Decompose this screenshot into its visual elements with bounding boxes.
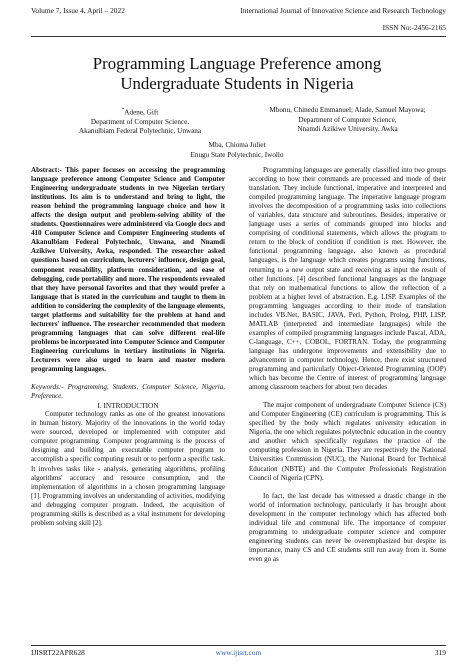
author-1-dept: Department of Computer Science, (90, 117, 190, 126)
author-3-inst: Enugu State Polytechnic, Iwollo (190, 150, 284, 159)
author-3-affiliation (137, 141, 337, 160)
journal-volume-issue: Volume 7, Issue 4, April – 2022 (31, 6, 125, 15)
author-1-inst: Akanulbiam Federal Polytechnic, Unwana (78, 127, 202, 136)
author-1-affiliation (40, 106, 240, 137)
abstract: Abstract:- This paper focuses on accessing the programming language preference among Computer Science and Computer Engineering undergraduate students in two Nigerian tertiary institutions. Its aim is to understand and bring to light, the reason behind the programming language choice and how it affects the design output and problem-solving ability of the students. Questionnaires were administered via Google docs and 410 Computer Science and Computer Engineering students of Akanulbiam Federal Polytechnic, Unwana, and Nnamdi Azikiwe University, Awka, responded. The researcher asked questions based on curriculum, lecturers' influence, design goal, component reusability, platform consideration, and ease of debugging, code portability and more. The respondents revealed that they have personal favorites and that they would prefer a language that is stated in the curriculum and taught to them in addition to considering the complexity of the language elements, target platforms and suitability for the problem at hand and lecturers' influence. The researcher recommended that modern programming languages that can solve different real-life problems be incorporated into Computer Science and Computer Engineering curriculums in tertiary institutions in Nigeria. Lecturers were also urged to learn and master modern programming languages. (31, 166, 225, 374)
section-heading-introduction: I. INTRODUCTION (97, 401, 159, 411)
left-column (31, 166, 225, 644)
right-paragraph-1: Programming languages are generally classified into two groups according to how their commands are processed and mode of their translation. They include functional, imperative and interpreted and compiled programming language. The imperative language program involves the decomposition of a programming tasks into collections of variables, data structure and subroutines. Besides, imperative or language uses a series of commands grouped into blocks and comprising of conditional statements, which allows the program to return to the block of condition if condition is met. However, the functional programming language, also known as procedural languages, is the language which creates programs using functions, returning to a new output state and receiving as input the result of other functions. [4] described functional languages as the language that rely on mathematical functions to allow the reflection of a problem at a higher level of abstraction. E.g. LISP. Examples of the programming languages according to their mode of translation includes VB.Net, BASIC, JAVA, Perl, Python, Prolog, PHP, LISP, MATLAB (interpreted and intermediate languages) while the examples of compiled programming languages include Pascal, ADA, C-language, C++, COBOL, FORTRAN. Today, the programming language has undergone improvements and extensibility due to advancement in computer technology. Hence, there exist structured programming and particularly Object-Oriented Programming (OOP) which has become the Centre of interest of programming language among classroom teachers for about two decades (249, 166, 446, 392)
journal-website-link[interactable]: www.ijisrt.com (215, 648, 262, 657)
title-line-1: Programming Language Preference among (92, 54, 382, 73)
article-id: IJISRT22APR628 (31, 648, 85, 657)
keywords: Keywords:- Programming, Students, Computer Science, Nigeria, Preference. (31, 383, 225, 401)
title-line-2: Undergraduate Students in Nigeria (120, 74, 354, 93)
author-2-dept: Department of Computer Science, (298, 115, 397, 124)
footer-rule (31, 645, 446, 646)
author-2-inst: Nnamdi Azikiwe University, Awka (297, 125, 398, 133)
paper-title (0, 54, 474, 94)
author-2-affiliation (245, 106, 450, 135)
author-1-name: Adene, Gift (124, 108, 159, 117)
running-footer (31, 648, 446, 660)
intro-paragraph-1: Computer technology ranks as one of the greatest innovations in human history. Majority of the innovations in the world today were sourced, developed or implemented with computer and computer programming. Computer programming is the process of designing and building an executable computer program to accomplish a specific computing result or to perform a specific task. It involves tasks like - analysis, generating algorithms, profiling algorithms' accuracy and resource consumption, and the implementation of algorithms in a chosen programming language [1]. Programming involves an understanding of activities, modifying and debugging computer program. Indeed, the acquisition of programming skills is described as a vital instrument for developing problem solving skill [2]. (31, 410, 225, 527)
right-paragraph-2: The major component of undergraduate Computer Science (CS) and Computer Engineering (CE) curriculum is programming. This is specified by the body which regulates university education in Nigeria, the one which regulates polytechnic education in the country and another which specifically regulates the practice of the computing profession in Nigeria. They are respectively the National Universities Commission (NUC), the National Board for Technical Education (NBTE) and the Computer Professionals Registration Council of Nigeria (CPN). (249, 401, 446, 482)
running-header (31, 6, 446, 18)
right-column (249, 166, 446, 644)
author-3-name: Mba, Chioma Juliet (208, 141, 266, 149)
author-2-name: Mbonu, Chinedu Emmanuel; Alade, Samuel Mayowa; (269, 106, 426, 114)
right-paragraph-3: In fact, the last decade has witnessed a drastic change in the world of information technology, particularly it has brought about development in the computer technology which has affected both individual life and communal life. The importance of computer programming to undergraduate computer science and computer engineering students can never be overemphasized but despite its importance, many CS and CE students still run away from it. Some even go as (249, 491, 446, 563)
header-rule (31, 36, 446, 37)
page-number: 319 (434, 648, 446, 657)
journal-name: International Journal of Innovative Science and Research Technology (240, 6, 446, 15)
issn: ISSN No:-2456-2165 (382, 23, 446, 32)
corresponding-author-mark: * (121, 108, 125, 113)
